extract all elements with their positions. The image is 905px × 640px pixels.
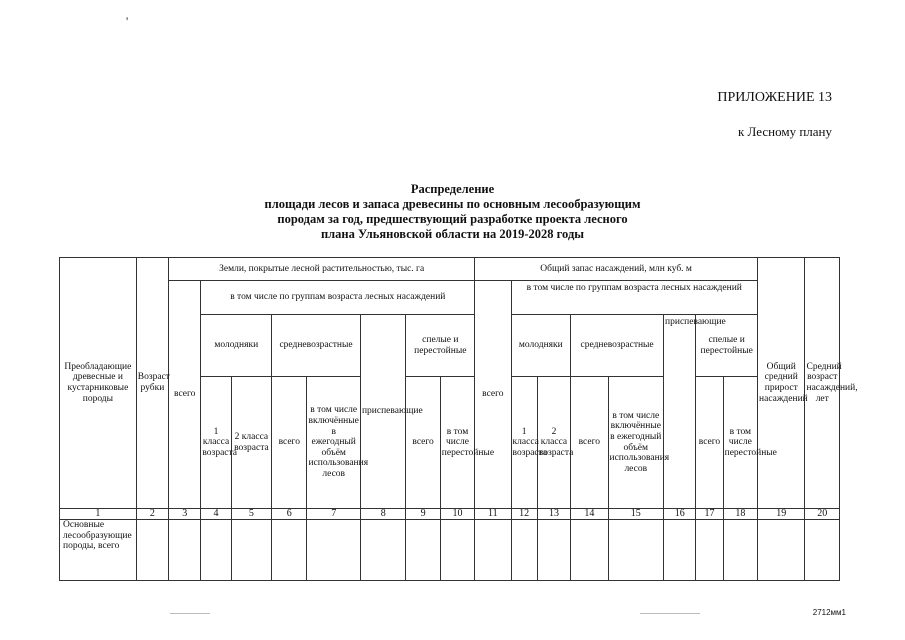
- table-cell: [406, 520, 440, 581]
- heading-line: плана Ульяновской области на 2019-2028 годы: [320, 227, 585, 241]
- header-stock-premature: приспевающие: [664, 315, 696, 509]
- table-cell: [723, 520, 757, 581]
- table-cell: [440, 520, 474, 581]
- column-number: 14: [571, 509, 608, 520]
- header-stock-middle-total: всего: [571, 377, 608, 509]
- column-number: 3: [169, 509, 201, 520]
- table-cell: [758, 520, 805, 581]
- header-area-middle-included: в том числе включённые в ежегодный объём использования лесов: [307, 377, 361, 509]
- table-cell: [169, 520, 201, 581]
- header-stock-middle-included: в том числе включённые в ежегодный объём использования лесов: [608, 377, 664, 509]
- table-cell: [571, 520, 608, 581]
- header-stock-mature: спелые и перестойные: [696, 315, 758, 377]
- header-area-group: Земли, покрытые лесной растительностью, тыс. га: [169, 258, 475, 281]
- header-stock-middle-aged: средневозрастные: [571, 315, 664, 377]
- header-stock-class2: 2 класса возраста: [537, 377, 570, 509]
- heading-line: площади лесов и запаса древесины по основным лесообразующим: [264, 197, 641, 211]
- header-area-overmature: в том числе перестойные: [440, 377, 474, 509]
- header-stock-young: молодняки: [511, 315, 571, 377]
- column-number: 11: [475, 509, 511, 520]
- header-avg-growth: Общий средний прирост насаждений: [758, 258, 805, 509]
- scan-artifact: [170, 613, 210, 614]
- column-number: 17: [696, 509, 723, 520]
- header-species: Преобладающие древесные и кустарниковые породы: [60, 258, 137, 509]
- column-number: 9: [406, 509, 440, 520]
- table-cell: [307, 520, 361, 581]
- table-cell: [805, 520, 840, 581]
- scan-artifact: [640, 613, 700, 614]
- header-stock-by-age: в том числе по группам возраста лесных насаждений: [511, 281, 757, 315]
- table-cell: [537, 520, 570, 581]
- table-row: [60, 520, 840, 581]
- table-cell: [272, 520, 307, 581]
- header-area-middle-total: всего: [272, 377, 307, 509]
- header-stock-class1: 1 класса возраста: [511, 377, 537, 509]
- table-cell: [608, 520, 664, 581]
- table-cell: [136, 520, 168, 581]
- header-area-mature-total: всего: [406, 377, 440, 509]
- header-felling-age: Возраст рубки: [136, 258, 168, 509]
- table-cell: [231, 520, 271, 581]
- column-number: 16: [664, 509, 696, 520]
- table-cell: [201, 520, 231, 581]
- column-number: 18: [723, 509, 757, 520]
- column-number: 13: [537, 509, 570, 520]
- column-number: 8: [360, 509, 405, 520]
- column-number: 12: [511, 509, 537, 520]
- column-number: 2: [136, 509, 168, 520]
- column-number: 4: [201, 509, 231, 520]
- header-area-by-age: в том числе по группам возраста лесных насаждений: [201, 281, 475, 315]
- appendix-title: ПРИЛОЖЕНИЕ 13: [717, 90, 832, 105]
- header-stock-mature-total: всего: [696, 377, 723, 509]
- header-stock-total: всего: [475, 281, 511, 509]
- column-number: 1: [60, 509, 137, 520]
- table-cell: [696, 520, 723, 581]
- table-cell: [511, 520, 537, 581]
- column-number-row: [60, 509, 840, 520]
- row-species-label: Основные лесообразующие породы, всего: [60, 520, 137, 581]
- column-number: 19: [758, 509, 805, 520]
- header-stock-group: Общий запас насаждений, млн куб. м: [475, 258, 758, 281]
- document-heading: [0, 182, 905, 242]
- header-stock-overmature: в том числе перестойные: [723, 377, 757, 509]
- header-area-young: молодняки: [201, 315, 272, 377]
- header-area-premature: приспевающие: [360, 315, 405, 509]
- column-number: 15: [608, 509, 664, 520]
- table-cell: [360, 520, 405, 581]
- stray-mark: ': [126, 14, 129, 28]
- column-number: 20: [805, 509, 840, 520]
- column-number: 7: [307, 509, 361, 520]
- column-number: 10: [440, 509, 474, 520]
- column-number: 6: [272, 509, 307, 520]
- header-avg-age: Средний возраст насаждений, лет: [805, 258, 840, 509]
- header-area-class2: 2 класса возраста: [231, 377, 271, 509]
- heading-line: Распределение: [410, 182, 495, 196]
- header-area-total: всего: [169, 281, 201, 509]
- table-cell: [664, 520, 696, 581]
- heading-line: породам за год, предшествующий разработке проекта лесного: [277, 212, 628, 226]
- table-cell: [475, 520, 511, 581]
- document-code: 2712мм1: [812, 608, 846, 617]
- header-area-class1: 1 класса возраста: [201, 377, 231, 509]
- header-area-middle-aged: средневозрастные: [272, 315, 361, 377]
- header-area-mature: спелые и перестойные: [406, 315, 475, 377]
- forest-distribution-table: [59, 257, 858, 581]
- appendix-subtitle: к Лесному плану: [737, 124, 832, 139]
- column-number: 5: [231, 509, 271, 520]
